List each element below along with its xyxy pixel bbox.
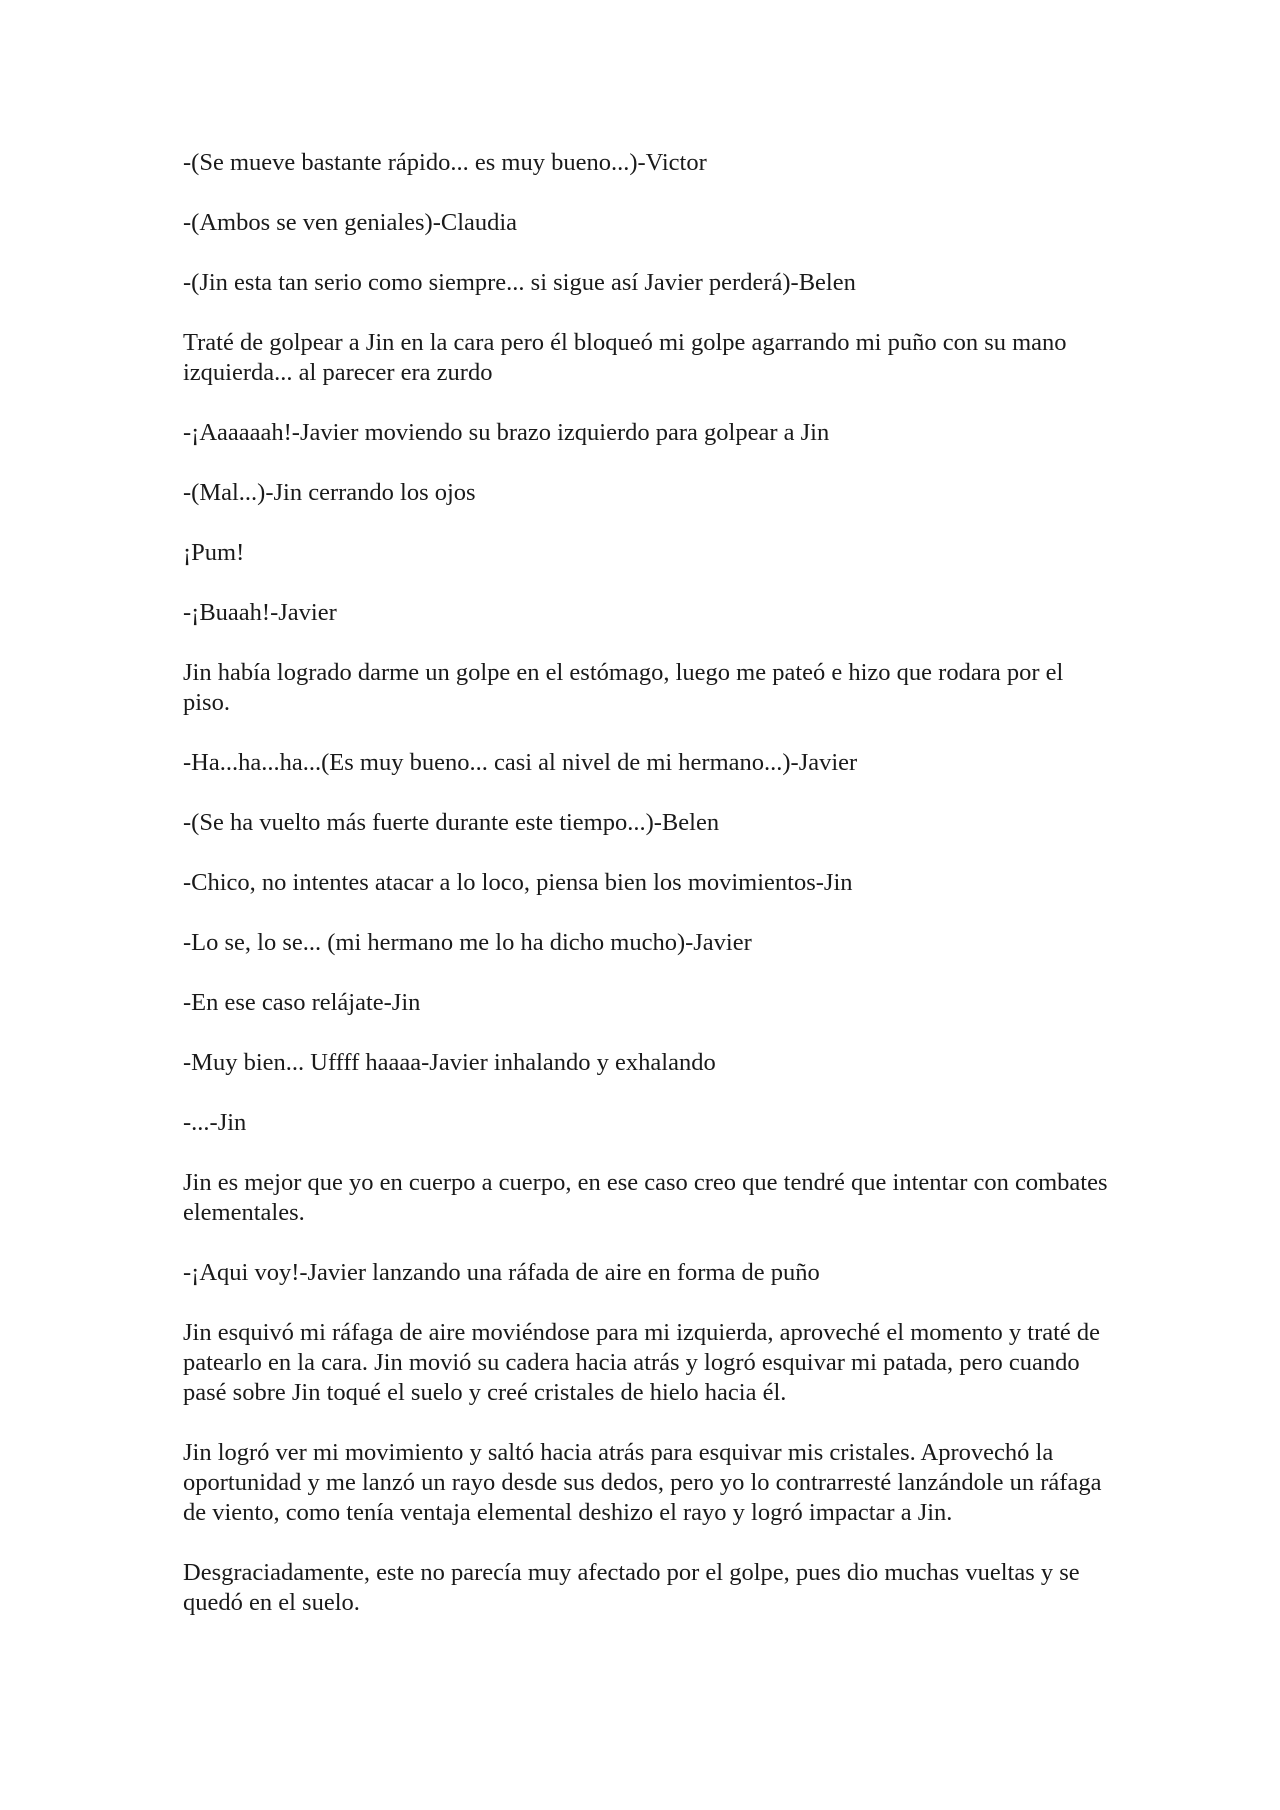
narrative-paragraph: Jin esquivó mi ráfaga de aire moviéndose para mi izquierda, aproveché el momento y traté de patearlo en la cara. Jin movió su cadera hacia atrás y logró esquivar mi patada, pero cuando pasé sobre Jin toqué el suelo y creé cristales de hielo hacia él. — [183, 1319, 1101, 1406]
document-page — [183, 148, 1113, 1648]
sound-effect-line: ¡Pum! — [183, 539, 245, 566]
dialogue-line: -¡Buaah!-Javier — [183, 599, 337, 626]
dialogue-line: -(Se ha vuelto más fuerte durante este tiempo...)-Belen — [183, 809, 720, 836]
dialogue-line: -...-Jin — [183, 1109, 247, 1136]
dialogue-line: -Muy bien... Uffff haaaa-Javier inhalando y exhalando — [183, 1049, 716, 1076]
dialogue-line: -¡Aaaaaah!-Javier moviendo su brazo izquierdo para golpear a Jin — [183, 419, 830, 446]
narrative-paragraph: Traté de golpear a Jin en la cara pero él bloqueó mi golpe agarrando mi puño con su mano izquierda... al parecer era zurdo — [183, 329, 1067, 386]
dialogue-line: -(Ambos se ven geniales)-Claudia — [183, 209, 518, 236]
narrative-paragraph: Jin es mejor que yo en cuerpo a cuerpo, en ese caso creo que tendré que intentar con combates elementales. — [183, 1169, 1108, 1226]
dialogue-line: -¡Aqui voy!-Javier lanzando una ráfada de aire en forma de puño — [183, 1259, 820, 1286]
narrative-paragraph: Desgraciadamente, este no parecía muy afectado por el golpe, pues dio muchas vueltas y se quedó en el suelo. — [183, 1559, 1080, 1616]
dialogue-line: -(Jin esta tan serio como siempre... si sigue así Javier perderá)-Belen — [183, 269, 856, 296]
dialogue-line: -(Se mueve bastante rápido... es muy bueno...)-Victor — [183, 149, 707, 176]
dialogue-line: -Ha...ha...ha...(Es muy bueno... casi al nivel de mi hermano...)-Javier — [183, 749, 858, 776]
dialogue-line: -(Mal...)-Jin cerrando los ojos — [183, 479, 476, 506]
dialogue-line: -Lo se, lo se... (mi hermano me lo ha dicho mucho)-Javier — [183, 929, 752, 956]
narrative-paragraph: Jin logró ver mi movimiento y saltó hacia atrás para esquivar mis cristales. Aprovechó la oportunidad y me lanzó un rayo desde sus dedos, pero yo lo contrarresté lanzándole un ráfaga de viento, como tenía ventaja elemental deshizo el rayo y logró impactar a Jin. — [183, 1439, 1102, 1526]
dialogue-line: -Chico, no intentes atacar a lo loco, piensa bien los movimientos-Jin — [183, 869, 853, 896]
dialogue-line: -En ese caso relájate-Jin — [183, 989, 421, 1016]
narrative-paragraph: Jin había logrado darme un golpe en el estómago, luego me pateó e hizo que rodara por el piso. — [183, 659, 1064, 716]
